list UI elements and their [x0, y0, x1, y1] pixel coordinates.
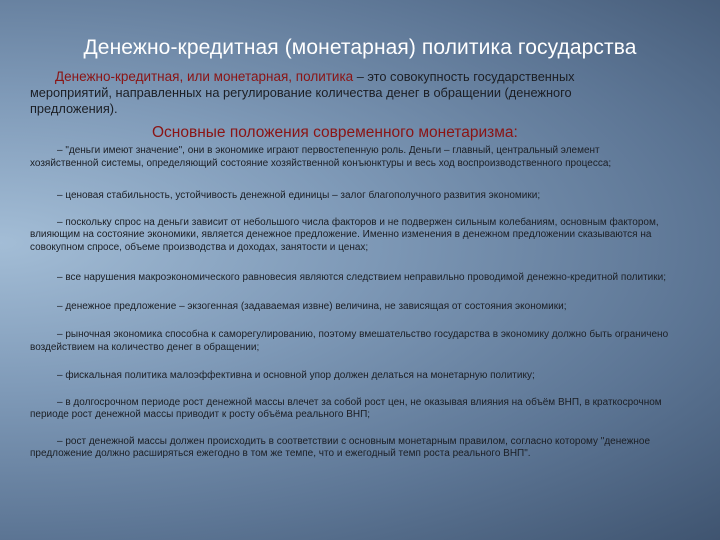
point-item: – рыночная экономика способна к саморегулированию, поэтому вмешательство государства в экономику должно быть ограничено воздействием на количество денег в обращении;: [30, 329, 669, 353]
point-item: – фискальная политика малоэффективна и основной упор должен делаться на монетарную политику;: [57, 370, 535, 381]
intro-term: Денежно-кредитная, или монетарная, политика: [55, 69, 354, 84]
point-item: – ценовая стабильность, устойчивость денежной единицы – залог благополучного развития экономики;: [57, 190, 541, 201]
point-item: – в долгосрочном периоде рост денежной массы влечет за собой рост цен, не оказывая влияния на объём ВНП, в краткосрочном периоде рост денежной массы приводит к росту объёма реального ВНП;: [30, 396, 662, 420]
point-item: – поскольку спрос на деньги зависит от небольшого числа факторов и не подвержен сильным колебаниям, основным фактором, влияющим на состояние экономики, является денежное предложение. Именно изменения в денежном предложении сказываются на совокупном спросе, объеме производства и доходах, занятости и ценах;: [30, 216, 659, 253]
point-item: – рост денежной массы должен происходить в соответствии с основным монетарным правилом, согласно которому "денежное предложение должно расширяться ежегодно в том же темпе, что и ежегодный темп роста реального ВНП".: [30, 435, 651, 459]
intro-definition: – это совокупность государственных мероприятий, направленных на регулирование количества денег в обращении (денежного предложения).: [30, 69, 575, 116]
intro-paragraph: [30, 69, 600, 117]
point-item: – "деньги имеют значение", они в экономике играют первостепенную роль. Деньги – главный, центральный элемент хозяйственной системы, определяющий состояние хозяйственной конъюнктуры и весь ход воспроизводственного процесса;: [30, 145, 612, 169]
slide-title: Денежно-кредитная (монетарная) политика государства: [83, 36, 637, 59]
points-list: [30, 145, 670, 461]
section-subheading: Основные положения современного монетаризма:: [152, 124, 518, 141]
point-item: – денежное предложение – экзогенная (задаваемая извне) величина, не зависящая от состояния экономики;: [57, 300, 567, 312]
point-item: – все нарушения макроэкономического равновесия являются следствием неправильно проводимой денежно-кредитной политики;: [57, 272, 666, 283]
